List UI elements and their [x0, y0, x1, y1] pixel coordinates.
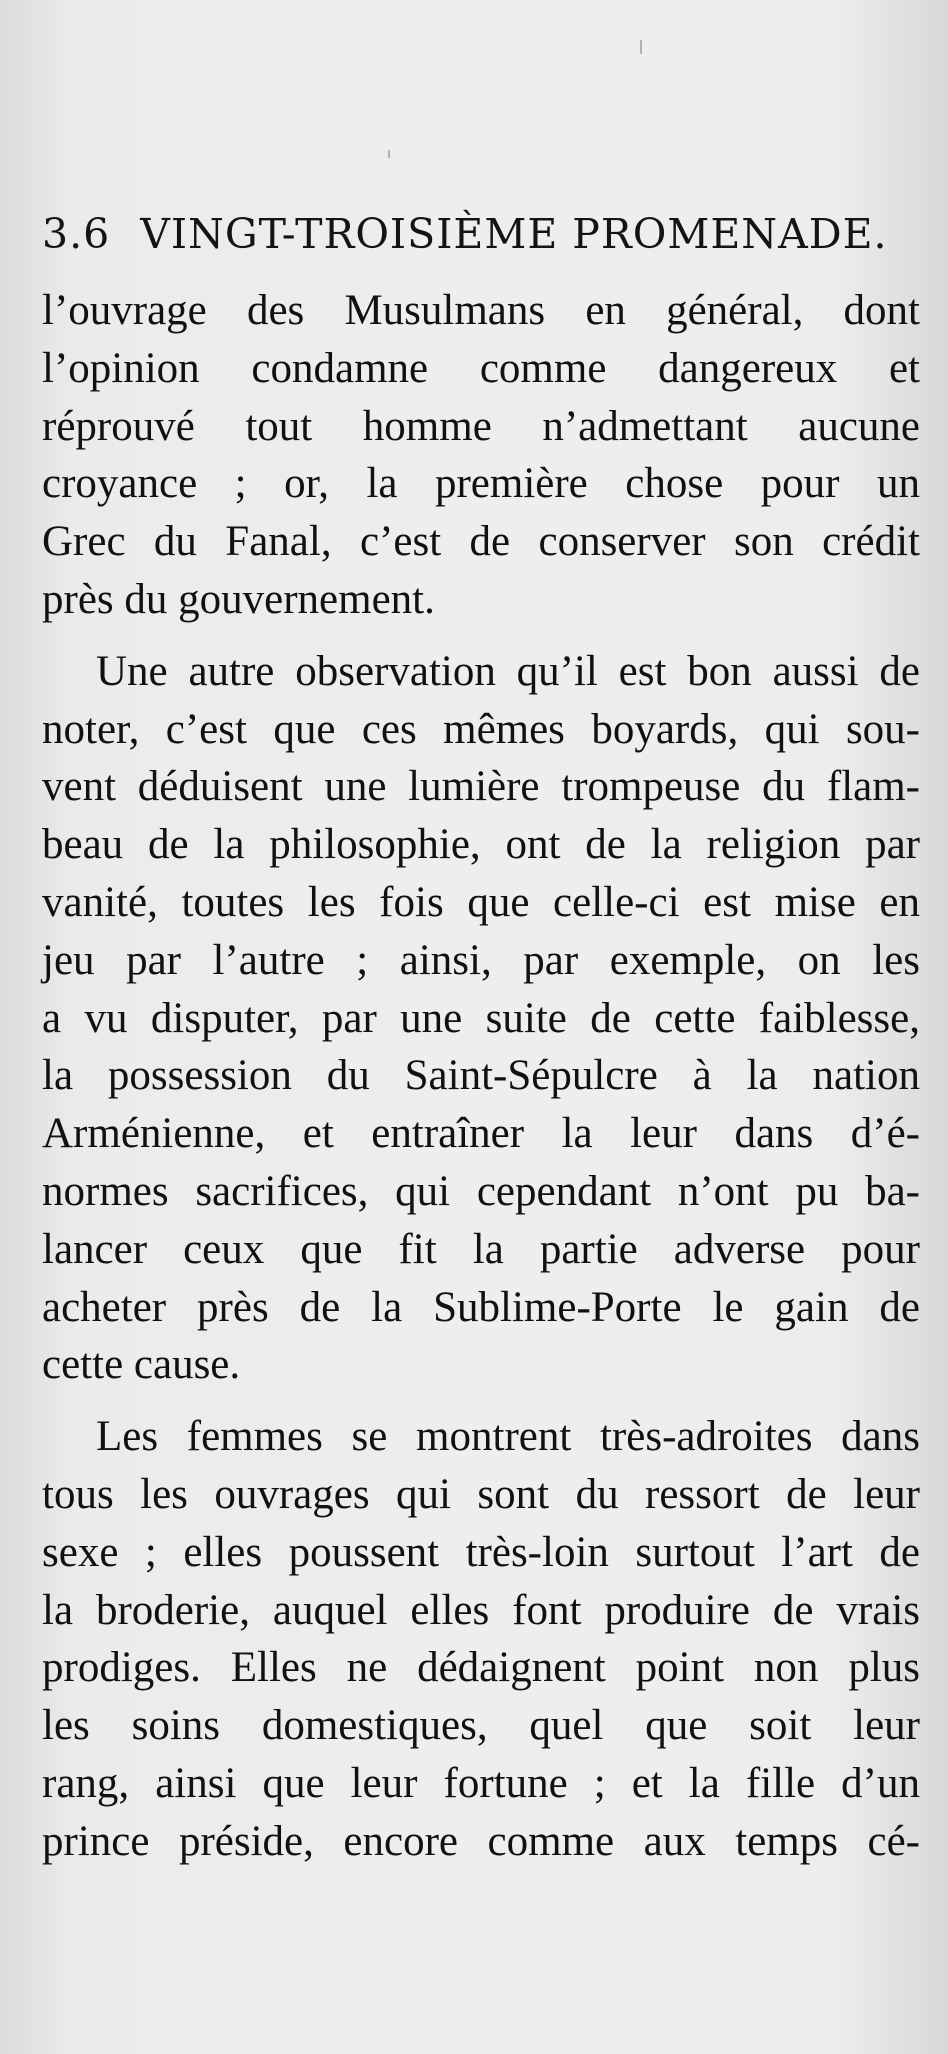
- paragraph-3: [42, 1408, 920, 1870]
- paper-speck: [388, 150, 390, 158]
- paragraph-gap: [42, 629, 920, 643]
- paragraph-1: [42, 282, 920, 629]
- body-text: [42, 282, 920, 1871]
- text-line: sexe ; elles poussent très-loin surtout l’art de: [42, 1528, 920, 1576]
- text-line: prince préside, encore comme aux temps cé-: [42, 1817, 920, 1865]
- text-line: l’opinion condamne comme dangereux et: [42, 344, 920, 392]
- text-line: Une autre observation qu’il est bon aussi de: [96, 647, 920, 695]
- paragraph-2: [42, 643, 920, 1394]
- running-title: VINGT-TROISIÈME PROMENADE.: [140, 210, 888, 258]
- text-line: réprouvé tout homme n’admettant aucune: [42, 402, 920, 450]
- text-line: a vu disputer, par une suite de cette faiblesse,: [42, 994, 920, 1042]
- text-line: normes sacrifices, qui cependant n’ont pu ba-: [42, 1167, 920, 1215]
- text-line: Arménienne, et entraîner la leur dans d’é-: [42, 1110, 920, 1158]
- text-line: les soins domestiques, quel que soit leur: [42, 1702, 920, 1750]
- text-line: Les femmes se montrent très-adroites dans: [96, 1413, 920, 1461]
- text-line: la broderie, auquel elles font produire de vrais: [42, 1586, 920, 1634]
- text-line: tous les ouvrages qui sont du ressort de leur: [42, 1470, 920, 1518]
- paper-speck: [640, 40, 642, 54]
- text-line: l’ouvrage des Musulmans en général, dont: [42, 287, 920, 334]
- text-line: près du gouvernement.: [42, 575, 435, 623]
- text-line: Grec du Fanal, c’est de conserver son crédit: [42, 518, 920, 566]
- running-header: [42, 210, 922, 258]
- text-line: lancer ceux que fit la partie adverse pour: [42, 1225, 920, 1273]
- page-number: 3.6: [42, 210, 111, 258]
- text-line: rang, ainsi que leur fortune ; et la fille d’un: [42, 1759, 920, 1807]
- text-line: la possession du Saint-Sépulcre à la nation: [42, 1052, 920, 1100]
- text-line: noter, c’est que ces mêmes boyards, qui sou-: [42, 705, 920, 753]
- text-line: cette cause.: [42, 1341, 241, 1389]
- text-line: jeu par l’autre ; ainsi, par exemple, on les: [42, 936, 920, 984]
- text-line: acheter près de la Sublime-Porte le gain de: [42, 1283, 920, 1331]
- text-line: vanité, toutes les fois que celle-ci est mise en: [42, 878, 920, 926]
- text-line: croyance ; or, la première chose pour un: [42, 460, 920, 508]
- text-line: prodiges. Elles ne dédaignent point non plus: [42, 1644, 920, 1692]
- text-line: beau de la philosophie, ont de la religion par: [42, 821, 920, 869]
- text-line: vent déduisent une lumière trompeuse du flam-: [42, 763, 920, 811]
- paragraph-gap: [42, 1394, 920, 1408]
